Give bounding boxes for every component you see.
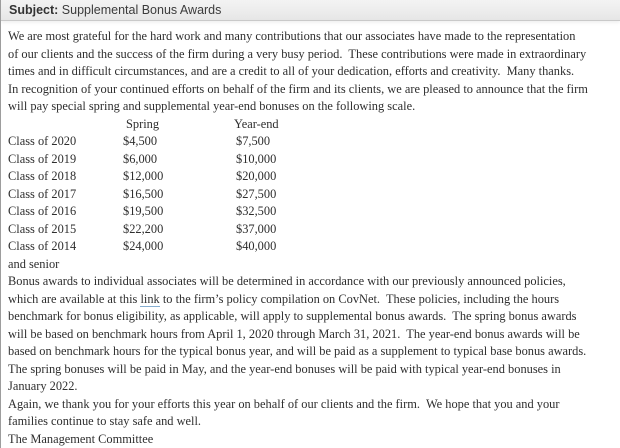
policy-line: The spring bonuses will be paid in May, and the year-end bonuses will be paid with typical year-end bonuses in xyxy=(8,361,561,376)
cell-yearend-amount: $27,500 xyxy=(236,186,277,201)
subject-bar xyxy=(1,0,620,21)
cell-class-year: Class of 2018 xyxy=(8,169,77,183)
closing-line: families continue to stay safe and well. xyxy=(8,414,202,428)
table-row xyxy=(8,133,616,151)
cell-spring-amount: $6,000 xyxy=(123,151,158,166)
policy-link-line xyxy=(8,291,616,309)
policy-line: benchmark for bonus eligibility, as applicable, will apply to supplemental bonus awards. The spring bonus awards xyxy=(8,309,577,323)
cell-class-year: Class of 2017 xyxy=(8,186,77,201)
cell-yearend-amount: $7,500 xyxy=(236,134,271,148)
column-header-yearend: Year-end xyxy=(234,116,279,131)
cell-spring-amount: $19,500 xyxy=(123,204,164,218)
cell-spring-amount: $22,200 xyxy=(123,221,164,236)
policy-line: will be based on benchmark hours from April 1, 2020 through March 31, 2021. The year-end bonus awards will be xyxy=(8,326,580,341)
subject-value: Supplemental Bonus Awards xyxy=(58,3,222,17)
policy-line: based on benchmark hours for the typical bonus year, and will be paid as a supplement to typical base bonus awards. xyxy=(8,344,587,358)
cell-class-year: Class of 2019 xyxy=(8,151,77,166)
cell-spring-amount: $16,500 xyxy=(123,186,164,201)
cell-yearend-amount: $37,000 xyxy=(236,221,277,236)
intro-line: will pay special spring and supplemental year-end bonuses on the following scale. xyxy=(8,99,416,113)
subject-label: Subject: xyxy=(9,3,59,17)
cell-class-year: Class of 2016 xyxy=(8,204,77,218)
intro-line: of our clients and the success of the firm during a very busy period. These contributions were made in extraordinary xyxy=(8,46,587,61)
table-row xyxy=(8,168,616,186)
cell-yearend-amount: $40,000 xyxy=(236,239,277,253)
table-footnote: and senior xyxy=(8,256,60,271)
policy-link-line-pre: which are available at this xyxy=(8,291,141,306)
table-row xyxy=(8,203,616,221)
intro-paragraph xyxy=(8,28,616,116)
covnet-policy-link[interactable]: link xyxy=(140,291,160,306)
cell-yearend-amount: $32,500 xyxy=(236,204,277,218)
intro-line: times and in difficult circumstances, and are a credit to all of your dedication, efforts and creativity. Many thanks. xyxy=(8,64,575,78)
cell-yearend-amount: $20,000 xyxy=(236,169,277,183)
cell-spring-amount: $24,000 xyxy=(123,239,164,253)
policy-paragraph xyxy=(8,273,616,396)
cell-spring-amount: $12,000 xyxy=(123,169,164,183)
cell-spring-amount: $4,500 xyxy=(123,134,158,148)
cell-yearend-amount: $10,000 xyxy=(236,151,277,166)
bonus-table xyxy=(8,116,616,256)
table-row xyxy=(8,186,616,204)
signature: The Management Committee xyxy=(8,431,154,446)
column-header-spring: Spring xyxy=(126,116,160,131)
header-spacer xyxy=(8,116,123,134)
table-header-row xyxy=(8,116,616,134)
table-row xyxy=(8,238,616,256)
policy-line: Bonus awards to individual associates will be determined in accordance with our previously announced policies, xyxy=(8,274,566,288)
closing-line: Again, we thank you for your efforts this year on behalf of our clients and the firm. We hope that you and your xyxy=(8,396,560,411)
policy-link-line-post: to the firm’s policy compilation on CovNet. These policies, including the hours xyxy=(159,291,560,306)
cell-class-year: Class of 2015 xyxy=(8,221,77,236)
policy-line: January 2022. xyxy=(8,379,78,393)
cell-class-year: Class of 2014 xyxy=(8,239,77,253)
closing-paragraph xyxy=(8,396,616,431)
intro-line: We are most grateful for the hard work and many contributions that our associates have made to the representation xyxy=(8,29,576,43)
intro-line: In recognition of your continued efforts on behalf of the firm and its clients, we are pleased to announce that the firm xyxy=(8,81,588,96)
table-row xyxy=(8,151,616,169)
table-row xyxy=(8,221,616,239)
memo-body xyxy=(1,21,620,448)
cell-class-year: Class of 2020 xyxy=(8,134,77,148)
